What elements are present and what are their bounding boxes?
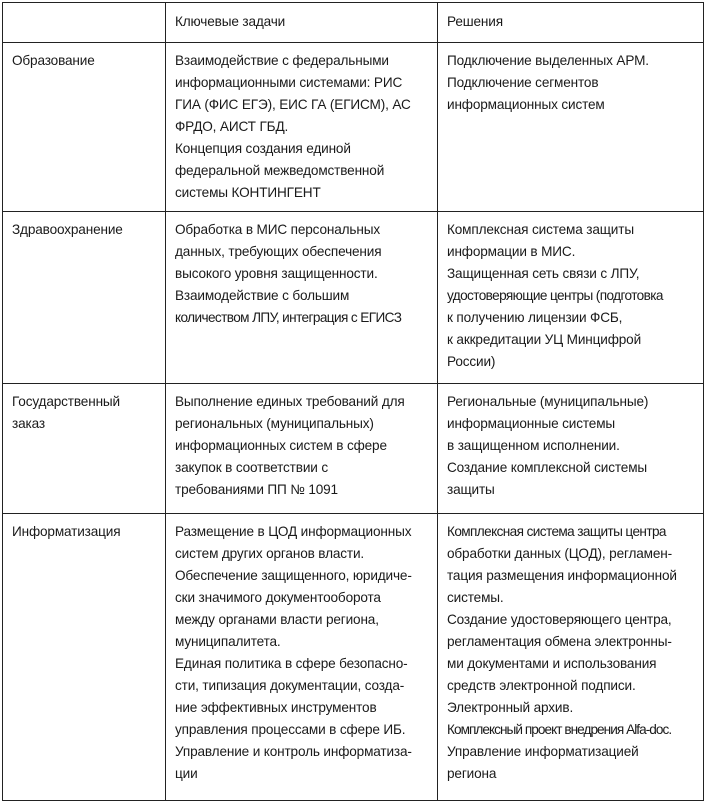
solutions-line: ми документами и использования (447, 656, 657, 671)
solutions-line: в защищенном исполнении. (447, 438, 620, 453)
solutions-line: регламентация обмена электронны- (447, 634, 672, 649)
sector-solutions-table (2, 2, 704, 801)
tasks-cell (166, 43, 438, 212)
tasks-line: федеральной межведомственной (175, 163, 385, 178)
tasks-cell (166, 384, 438, 514)
tasks-line: Выполнение единых требований для (175, 394, 405, 409)
solutions-line: обработки данных (ЦОД), регламен- (447, 546, 673, 561)
tasks-line: Взаимодействие с большим (175, 288, 350, 303)
solutions-line: к аккредитации УЦ Минцифрой (447, 332, 642, 347)
tasks-line: Обработка в МИС персональных (175, 222, 380, 237)
solutions-cell (438, 514, 704, 801)
solutions-line: Управление информатизацией (447, 744, 639, 759)
solutions-line: к получению лицензии ФСБ, (447, 310, 623, 325)
sector-cell (3, 212, 166, 384)
tasks-line: данных, требующих обеспечения (175, 244, 382, 259)
sector-line: заказ (12, 416, 45, 431)
tasks-line: систем других органов власти. (175, 546, 365, 561)
solutions-line: Защищенная сеть связи с ЛПУ, (447, 266, 640, 281)
solutions-line: Региональные (муниципальные) (447, 394, 649, 409)
solutions-line: Комплексная система защиты (447, 222, 634, 237)
tasks-cell (166, 514, 438, 801)
solutions-line: региона (447, 766, 497, 781)
tasks-line: информационных систем в сфере (175, 438, 387, 453)
header-tasks-label: Ключевые задачи (175, 14, 286, 29)
header-solutions-label: Решения (447, 14, 503, 29)
tasks-line: Концепция создания единой (175, 141, 351, 156)
header-cell-sector (3, 3, 166, 43)
solutions-line: средств электронной подписи. (447, 678, 636, 693)
sector-cell (3, 43, 166, 212)
table-row (3, 384, 704, 514)
tasks-line: ции (175, 766, 198, 781)
table-row (3, 212, 704, 384)
tasks-line: сти, типизация документации, созда- (175, 678, 405, 693)
solutions-cell (438, 384, 704, 514)
tasks-line: информационными системами: РИС (175, 75, 403, 90)
header-cell-solutions (438, 3, 704, 43)
tasks-line: количеством ЛПУ, интеграция с ЕГИСЗ (175, 310, 402, 325)
tasks-line: требованиями ПП № 1091 (175, 482, 338, 497)
solutions-line: защиты (447, 482, 495, 497)
tasks-line: высокого уровня защищенности. (175, 266, 378, 281)
tasks-line: ски значимого документооборота (175, 590, 381, 605)
header-cell-tasks (166, 3, 438, 43)
tasks-line: Единая политика в сфере безопасно- (175, 656, 408, 671)
solutions-line: тация размещения информационной (447, 568, 677, 583)
tasks-line: управления процессами в сфере ИБ. (175, 722, 406, 737)
tasks-line: ние эффективных инструментов (175, 700, 377, 715)
solutions-line: Подключение сегментов (447, 75, 599, 90)
solutions-line: Комплексная система защиты центра (447, 524, 666, 539)
tasks-line: закупок в соответствии с (175, 460, 328, 475)
tasks-line: муниципалитета. (175, 634, 281, 649)
tasks-line: Размещение в ЦОД информационных (175, 524, 412, 539)
tasks-line: системы КОНТИНГЕНТ (175, 185, 321, 200)
table-row (3, 514, 704, 801)
solutions-line: Подключение выделенных АРМ. (447, 53, 649, 68)
tasks-line: Обеспечение защищенного, юридиче- (175, 568, 412, 583)
sector-line: Образование (12, 53, 95, 68)
solutions-line: информации в МИС. (447, 244, 576, 259)
tasks-line: Управление и контроль информатиза- (175, 744, 412, 759)
solutions-line: системы. (447, 590, 504, 605)
tasks-line: между органами власти региона, (175, 612, 379, 627)
tasks-cell (166, 212, 438, 384)
solutions-line: Комплексный проект внедрения Alfa-doc. (447, 722, 672, 737)
tasks-line: Взаимодействие с федеральными (175, 53, 389, 68)
sector-cell (3, 514, 166, 801)
solutions-line: информационные системы (447, 416, 616, 431)
solutions-cell (438, 212, 704, 384)
solutions-line: России) (447, 354, 496, 369)
solutions-line: удостоверяющие центры (подготовка (447, 288, 663, 303)
header-row (3, 3, 704, 43)
tasks-line: региональных (муниципальных) (175, 416, 374, 431)
tasks-line: ФРДО, АИСТ ГБД. (175, 119, 289, 134)
tasks-line: ГИА (ФИС ЕГЭ), ЕИС ГА (ЕГИСМ), АС (175, 97, 411, 112)
sector-cell (3, 384, 166, 514)
sector-line: Информатизация (12, 524, 121, 539)
sector-line: Здравоохранение (12, 222, 123, 237)
solutions-line: Создание удостоверяющего центра, (447, 612, 672, 627)
solutions-cell (438, 43, 704, 212)
table-row (3, 43, 704, 212)
sector-line: Государственный (12, 394, 120, 409)
solutions-line: Создание комплексной системы (447, 460, 648, 475)
solutions-line: Электронный архив. (447, 700, 574, 715)
solutions-line: информационных систем (447, 97, 605, 112)
